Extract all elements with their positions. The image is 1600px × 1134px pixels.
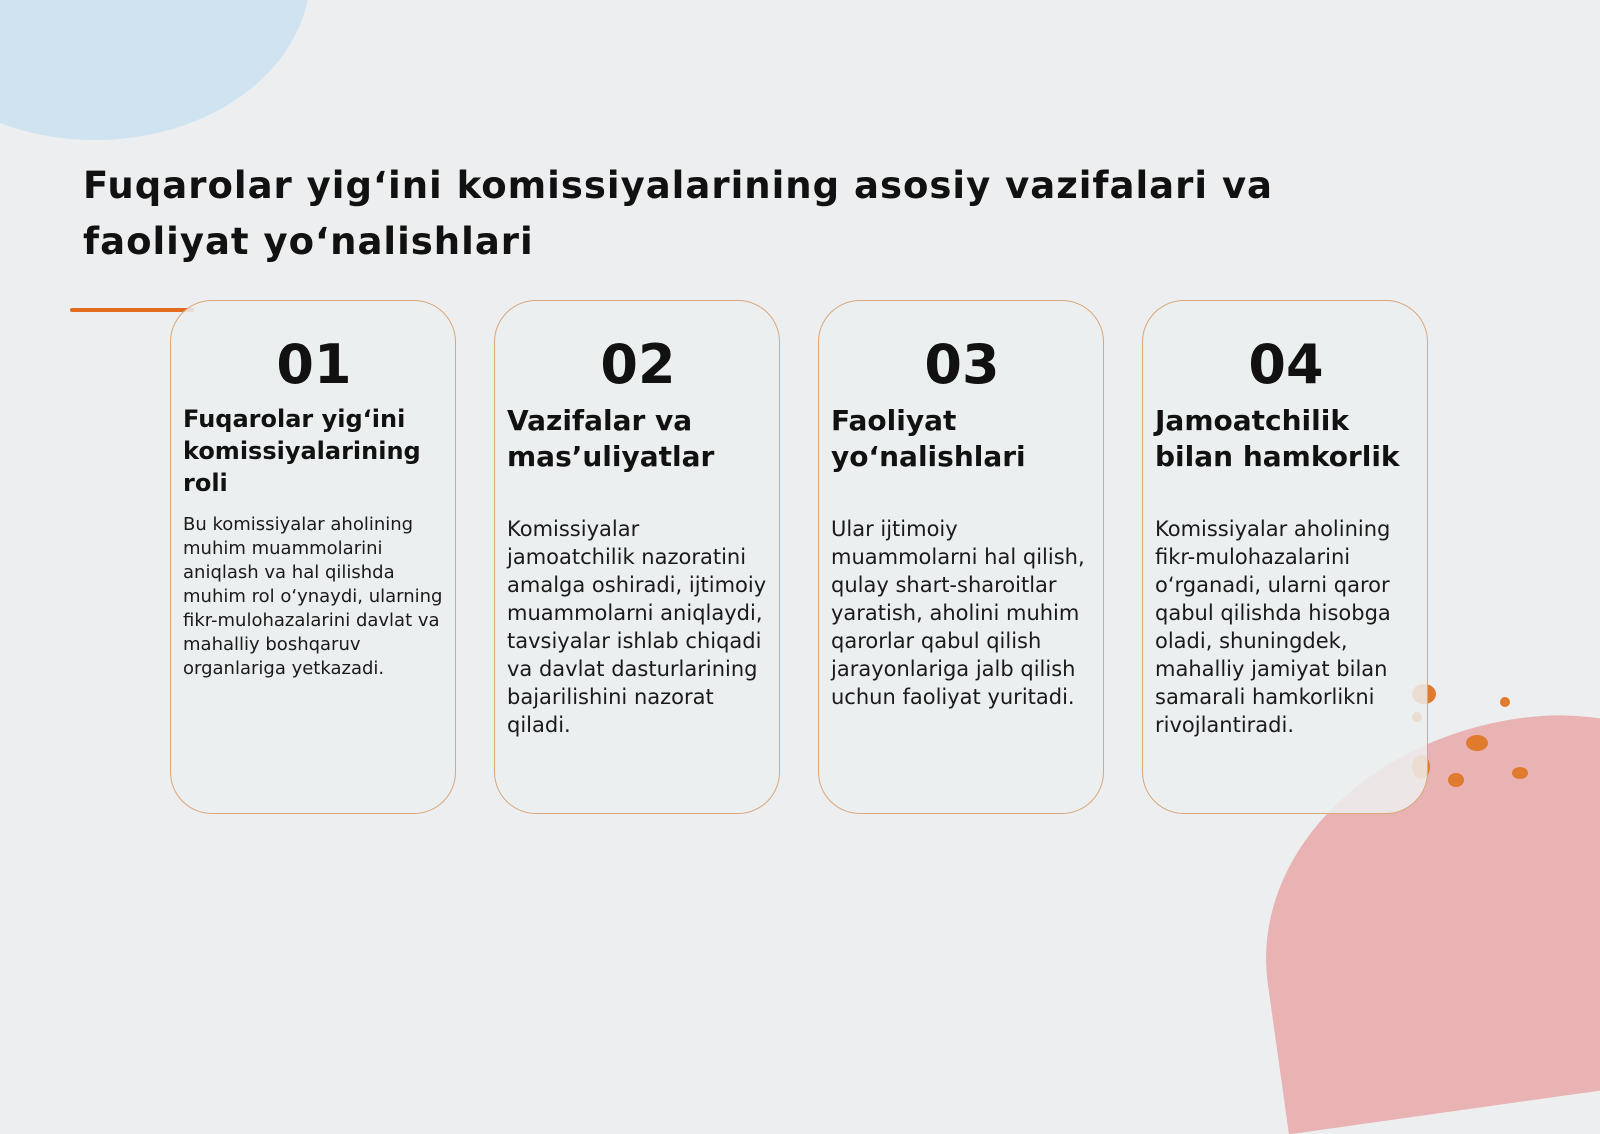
card-number: 04	[1248, 333, 1324, 396]
card-4	[1142, 300, 1428, 814]
card-1	[170, 300, 456, 814]
card-3	[818, 300, 1104, 814]
title-accent-line	[70, 308, 194, 312]
card-body: Komissiyalar aholining fikr-mulohazalarini o‘rganadi, ularni qaror qabul qilishda hisobga oladi, shuningdek, mahalliy jamiyat bilan samarali hamkorlikni rivojlantiradi.	[1155, 517, 1391, 737]
card-body: Komissiyalar jamoatchilik nazoratini amalga oshiradi, ijtimoiy muammolarni aniqlaydi, tavsiyalar ishlab chiqadi va davlat dasturlarining bajarilishini nazorat qiladi.	[507, 517, 767, 737]
card-number: 03	[924, 333, 1000, 396]
card-title: Faoliyat yo‘nalishlari	[831, 404, 1026, 473]
card-2	[494, 300, 780, 814]
card-number: 02	[600, 333, 676, 396]
slide-title: Fuqarolar yig‘ini komissiyalarining asosiy vazifalari va faoliyat yo‘nalishlari	[83, 164, 1274, 263]
card-title: Jamoatchilik bilan hamkorlik	[1155, 404, 1400, 473]
card-title: Vazifalar va mas’uliyatlar	[507, 404, 715, 473]
decorative-blob-top-left	[0, 0, 310, 140]
card-number: 01	[276, 333, 352, 396]
card-body: Ular ijtimoiy muammolarni hal qilish, qulay shart-sharoitlar yaratish, aholini muhim qarorlar qabul qilish jarayonlariga jalb qilish uchun faoliyat yuritadi.	[831, 517, 1085, 709]
card-title: Fuqarolar yig‘ini komissiyalarining roli	[183, 405, 421, 497]
card-body: Bu komissiyalar aholining muhim muammolarini aniqlash va hal qilishda muhim rol o‘ynaydi, ularning fikr-mulohazalarini davlat va mahalliy boshqaruv organlariga yetkazadi.	[183, 514, 443, 679]
